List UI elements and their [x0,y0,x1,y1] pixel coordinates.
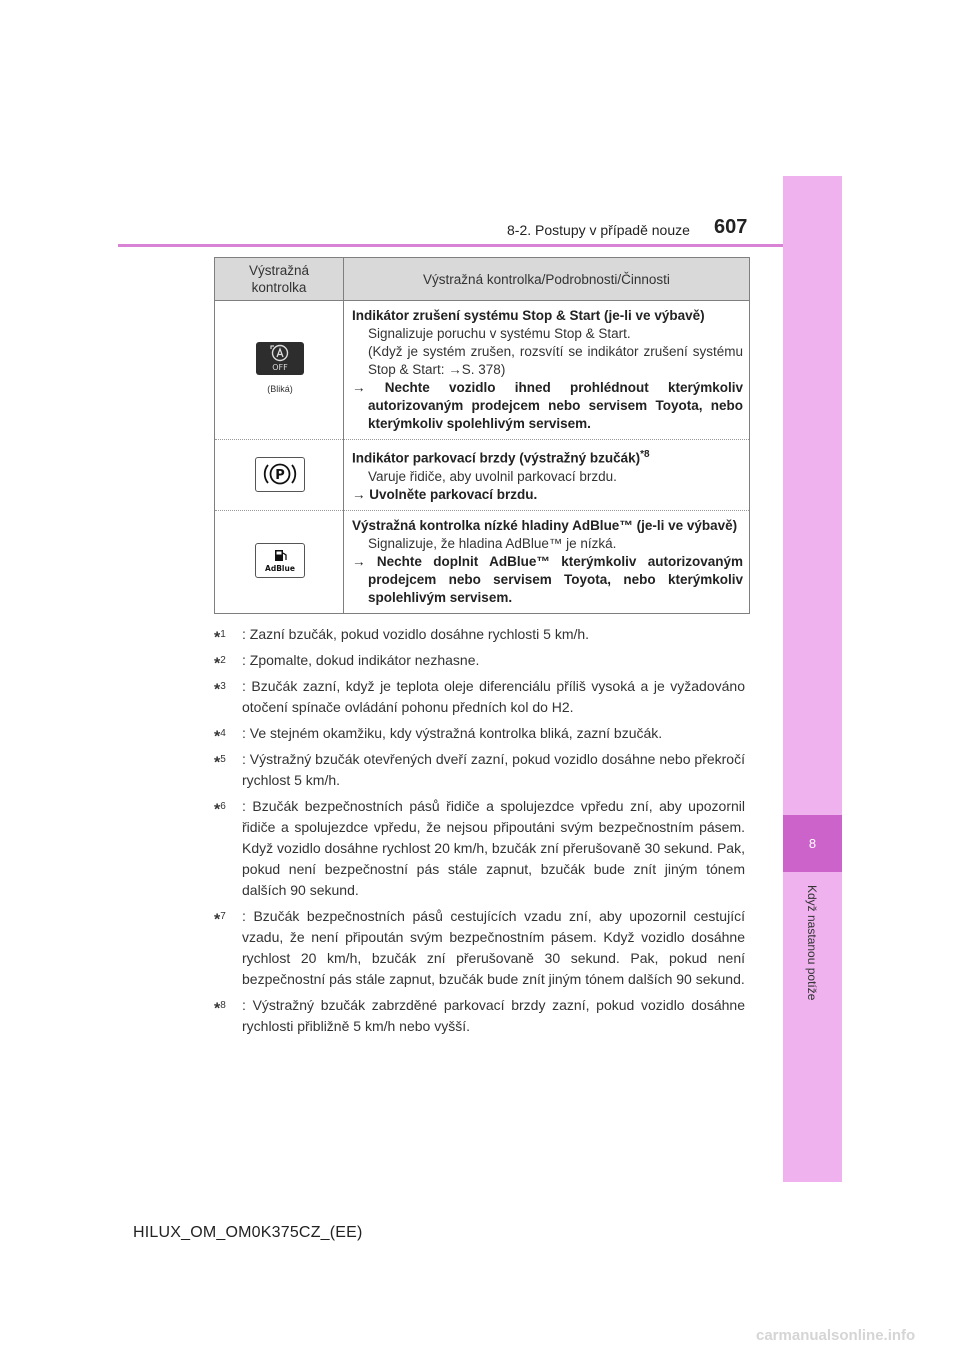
footnote-text: : Bzučák zazní, když je teplota oleje diferenciálu příliš vysoká a je vyžadováno otočení spínače ovládání pohonu předních kol do H2. [242,678,745,715]
footnote-marker: *$^3$ [214,681,226,699]
table-header-row [215,258,750,301]
chapter-title: Když nastanou potíže [805,885,819,1001]
warning-light-table [214,257,750,614]
footnote-text: : Ve stejném okamžiku, kdy výstražná kontrolka bliká, zazní bzučák. [242,725,663,741]
details-cell [344,510,750,613]
document-code: HILUX_OM_OM0K375CZ_(EE) [133,1224,363,1241]
footnote-text: : Výstražný bzučák zabrzděné parkovací brzdy zazní, pokud vozidlo dosáhne rychlosti přibližně 5 km/h nebo vyšší. [242,997,745,1034]
footnote [214,624,745,645]
chapter-number: 8 [783,815,842,872]
table-header-details: Výstražná kontrolka/Podrobnosti/Činnosti [344,258,750,301]
footnote [214,796,745,901]
footnote [214,906,745,990]
light-description: (Když je systém zrušen, rozsvítí se indikátor zrušení systému Stop & Start: →S. 378) [368,344,743,377]
parking-brake-icon [255,457,305,492]
table-header-light: Výstražná kontrolka [215,258,344,301]
footnote-text: : Bzučák bezpečnostních pásů řidiče a spolujezdce vpředu zní, aby upozornil řidiče a spolujezdce vpředu, že nejsou připoutáni svým bezpečnostním pásem. Když vozidlo dosáhne rychlost 20 km/h, bzučák zní přerušovaně 30 sekund. Pak, pokud není bezpečnostní pás stále zapnut, bzučák bude znít jiným tónem dalších 90 sekund. [242,798,745,898]
footnote-marker: *$^8$ [214,1000,226,1018]
light-description: Signalizuje poruchu v systému Stop & Start. [368,326,631,341]
page-number: 607 [714,216,748,238]
footnote [214,749,745,791]
footnote-marker: *$^5$ [214,754,226,772]
footnote [214,676,745,718]
footnotes [214,624,745,1042]
light-title: Indikátor zrušení systému Stop & Start (je-li ve výbavě) [352,308,705,323]
table-row [215,510,750,613]
icon-cell [215,510,344,613]
parking-brake-letter: P [275,468,285,483]
table-row [215,440,750,511]
footnote [214,723,745,744]
header-divider [118,244,783,247]
details-cell [344,440,750,511]
adblue-label: AdBlue [265,563,295,573]
footnote [214,650,745,671]
watermark: carmanualsonline.info [756,1327,916,1344]
footnote-marker: *$^2$ [214,655,226,673]
stop-start-off-label: OFF [272,363,288,373]
footnote-marker: *$^7$ [214,911,226,929]
blink-note: (Bliká) [267,384,293,395]
stop-start-off-icon [256,342,304,375]
light-title-footnote: *8 [640,449,650,460]
footnote-marker: *$^1$ [214,629,226,647]
light-description: Signalizuje, že hladina AdBlue™ je nízká. [368,535,617,551]
details-cell [344,301,750,440]
footnote-text: : Bzučák bezpečnostních pásů cestujících vzadu zní, aby upozornil cestující vzadu, že není připoután svým bezpečnostním pásem. Když vozidlo dosáhne rychlost 20 km/h, bzučák zní přerušovaně 30 sekund. Pak, pokud není bezpečnostní pás stále zapnut, bzučák bude znít jiným tónem dalších 90 sekund. [242,908,745,987]
light-title [352,446,743,468]
light-action: → Uvolněte parkovací brzdu. [352,486,538,502]
icon-cell [215,440,344,511]
table-row [215,301,750,440]
footnote-marker: *$^4$ [214,728,226,746]
icon-cell [215,301,344,440]
footnote-text: : Zazní bzučák, pokud vozidlo dosáhne rychlosti 5 km/h. [242,626,590,642]
footnote-marker: *$^6$ [214,801,226,819]
light-description: Varuje řidiče, aby uvolnil parkovací brzdu. [368,468,617,484]
adblue-fuel-icon [255,543,305,578]
footnote [214,995,745,1037]
light-action: → Nechte vozidlo ihned prohlédnout kterýmkoliv autorizovaným prodejcem nebo servisem Toyota, nebo kterýmkoliv spolehlivým servisem. [352,380,743,431]
light-action: → Nechte doplnit AdBlue™ kterýmkoliv autorizovaným prodejcem nebo servisem Toyota, nebo kterýmkoliv spolehlivým servisem. [352,553,743,605]
section-title: 8-2. Postupy v případě nouze [507,222,690,238]
light-title-text: Indikátor parkovací brzdy (výstražný bzučák) [352,450,641,466]
light-title: Výstražná kontrolka nízké hladiny AdBlue™ (je-li ve výbavě) [352,517,738,533]
footnote-text: : Zpomalte, dokud indikátor nezhasne. [242,652,480,668]
footnote-text: : Výstražný bzučák otevřených dveří zazní, pokud vozidlo dosáhne nebo překročí rychlost 5 km/h. [242,751,745,788]
